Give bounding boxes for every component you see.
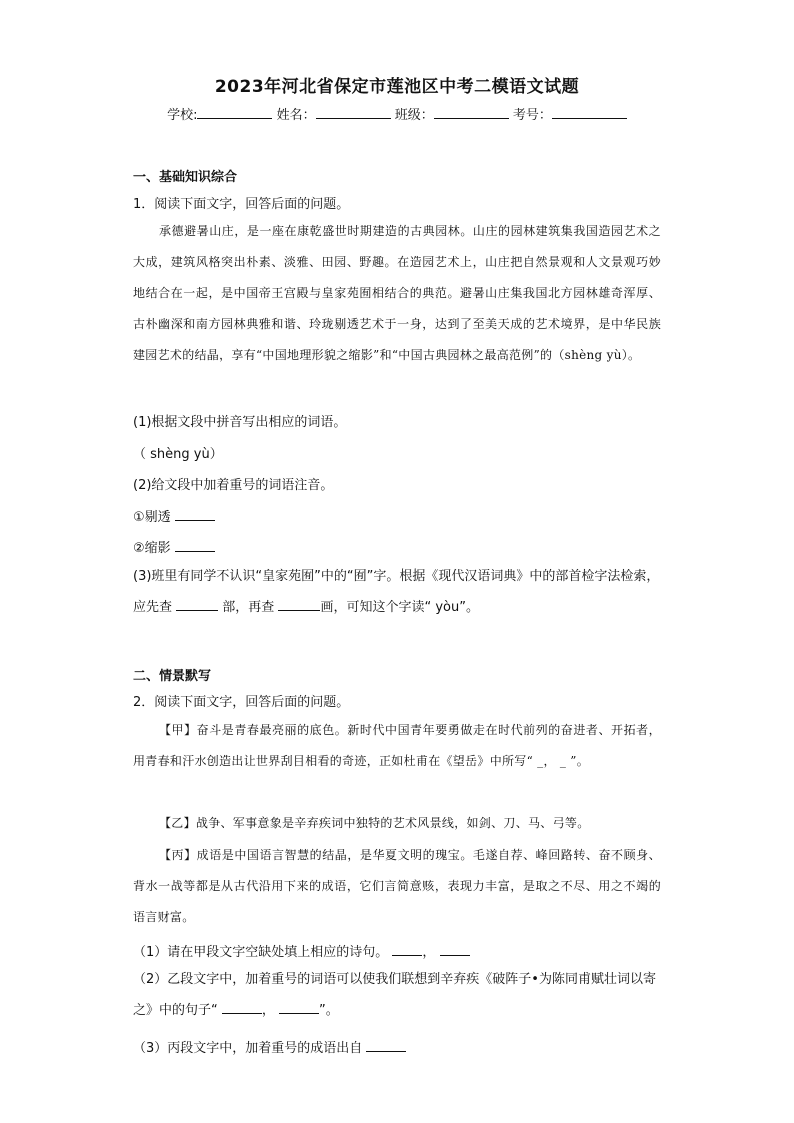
q1-prompt: 1．阅读下面文字，回答后面的问题。 bbox=[133, 197, 350, 212]
q2-jia: 【甲】奋斗是青春最亮丽的底色。新时代中国青年要勇做走在时代前列的奋进者、开拓者，用青春和汗水创造出让世界刮目相看的奇迹，正如杜甫在《望岳》中所写“ _， _ ”。 bbox=[133, 723, 661, 768]
q1-sub3-part3: 画，可知这个字读“ yòu”。 bbox=[320, 600, 479, 615]
q1-sub1-answer: （ shèng yù） bbox=[133, 447, 223, 462]
q1-sub2-item2 bbox=[133, 537, 215, 556]
q2-sub2 bbox=[133, 964, 663, 1026]
q1-sub2-item1 bbox=[133, 506, 215, 525]
poem-blank-1[interactable] bbox=[392, 943, 422, 956]
name-blank[interactable] bbox=[316, 106, 391, 119]
q1-sub1: (1)根据文段中拼音写出相应的词语。 bbox=[133, 415, 347, 430]
q2-sub1-comma: ， bbox=[422, 945, 436, 960]
q2-prompt: 2．阅读下面文字，回答后面的问题。 bbox=[133, 695, 350, 710]
class-blank[interactable] bbox=[434, 106, 509, 119]
section2-heading: 二、情景默写 bbox=[133, 669, 212, 684]
q1-sub3-part1: (3)班里有同学不认识“皇家苑囿”中的“囿”字。根据《现代汉语词典》中的部首检字法检索，应先查 bbox=[133, 569, 660, 615]
page-title: 2023年河北省保定市莲池区中考二模语文试题 bbox=[214, 77, 580, 97]
q2-bing: 【丙】成语是中国语言智慧的结晶，是华夏文明的瑰宝。毛遂自荐、峰回路转、奋不顾身、背水一战等都是从古代沿用下来的成语，它们言简意赅，表现力丰富，是取之不尽、用之不竭的语言财富。 bbox=[133, 848, 661, 924]
item1-blank[interactable] bbox=[175, 508, 215, 521]
school-label: 学校: bbox=[167, 108, 198, 123]
class-label: 班级： bbox=[394, 108, 434, 123]
q2-yi: 【乙】战争、军事意象是辛弃疾词中独特的艺术风景线，如剑、刀、马、弓等。 bbox=[159, 816, 590, 830]
radical-blank[interactable] bbox=[176, 598, 218, 611]
q2-sub3 bbox=[133, 1037, 406, 1056]
item2-label: ②缩影 bbox=[133, 541, 171, 556]
exam-no-blank[interactable] bbox=[552, 106, 627, 119]
q2-sub2-text: （2）乙段文字中，加着重号的词语可以使我们联想到辛弃疾《破阵子•为陈同甫赋壮词以寄之》中的句子“ bbox=[133, 972, 656, 1018]
q1-sub3 bbox=[133, 561, 663, 623]
q2-sub2-comma: ， bbox=[261, 1003, 275, 1018]
stroke-count-blank[interactable] bbox=[278, 598, 320, 611]
q1-passage: 承德避暑山庄，是一座在康乾盛世时期建造的古典园林。山庄的园林建筑集我国造园艺术之大成，建筑风格突出朴素、淡雅、田园、野趣。在造园艺术上，山庄把自然景观和人文景观巧妙地结合在一起，是中国帝王宫殿与皇家苑囿相结合的典范。避暑山庄集我国北方园林雄奇浑厚、古朴幽深和南方园林典雅和谐、玲珑剔透艺术于一身，达到了至美天成的艺术境界，是中华民族建园艺术的结晶，享有“中国地理形貌之缩影”和“中国古典园林之最高范例”的（shèng yù）。 bbox=[133, 224, 661, 362]
item2-blank[interactable] bbox=[175, 539, 215, 552]
section1-heading: 一、基础知识综合 bbox=[133, 170, 238, 185]
item1-label: ①剔透 bbox=[133, 510, 171, 525]
ci-blank-1[interactable] bbox=[222, 1001, 262, 1014]
name-label: 姓名： bbox=[276, 108, 316, 123]
q2-sub1-text: （1）请在甲段文字空缺处填上相应的诗句。 bbox=[133, 945, 389, 960]
q1-sub2: (2)给文段中加着重号的词语注音。 bbox=[133, 478, 334, 493]
q1-sub3-part2: 部，再查 bbox=[222, 600, 275, 615]
q2-sub3-text: （3）丙段文字中，加着重号的成语出自 bbox=[133, 1041, 363, 1056]
ci-blank-2[interactable] bbox=[279, 1001, 319, 1014]
q2-sub1 bbox=[133, 941, 470, 960]
school-blank[interactable] bbox=[197, 106, 272, 119]
poem-blank-2[interactable] bbox=[440, 943, 470, 956]
q2-sub2-end: ”。 bbox=[319, 1003, 339, 1018]
idiom-source-blank[interactable] bbox=[366, 1039, 406, 1052]
student-info-row bbox=[0, 104, 794, 123]
exam-no-label: 考号： bbox=[512, 108, 552, 123]
